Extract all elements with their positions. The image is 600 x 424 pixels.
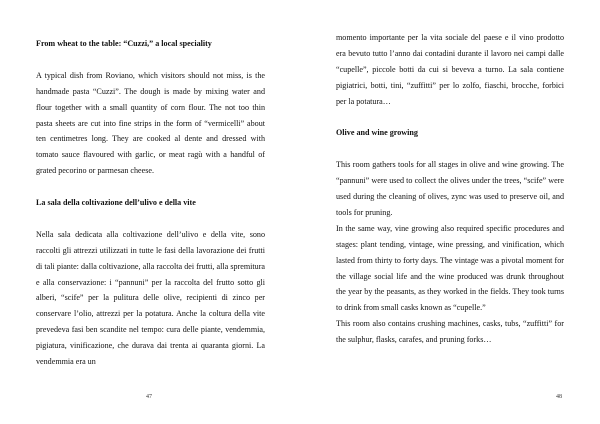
section-heading-cuzzi: From wheat to the table: “Cuzzi,” a local speciality bbox=[36, 39, 212, 48]
page-number: 48 bbox=[556, 394, 562, 400]
paragraph-cuzzi: A typical dish from Roviano, which visitors should not miss, is the handmade pasta “Cuzzi”. The dough is made by mixing water and flour together with a small quantity of corn flour. The not too thin pasta sheets are cut into fine strips in the form of “vermicelli” about ten centimetres long. They are cooked al dente and dressed with tomato sauce flavoured with garlic, or meat ragù with a handful of grated pecorino or parmesan cheese. bbox=[36, 70, 265, 176]
paragraph-olive-wine-1: This room gathers tools for all stages in olive and wine growing. The “pannuni” were used to collect the olives under the trees, “scife” were used during the cleaning of olives, zync was used to preserve oil, and tools for pruning. bbox=[336, 160, 564, 217]
paragraph-sala: Nella sala dedicata alla coltivazione dell’ulivo e della vite, sono raccolti gli attrezzi utilizzati in tutte le fasi della lavorazione dei frutti di tali piante: dalla coltivazione, alla raccolta dei frutti, alla spremitura e alla conservazione: i “pannuni” per la raccolta del frutto sotto gli alberi, “scife” per la pulitura delle olive, recipienti di zinco per conservare l’olio, attrezzi per la potatura. Anche la coltura della vite prevedeva fasi ben scandite nel tempo: cura delle piante, vendemmia, pigiatura, vinificazione, che durava dai trenta ai quaranta giorni. La vendemmia era un bbox=[36, 229, 265, 367]
paragraph-olive-wine-2: In the same way, vine growing also required specific procedures and stages: plant tending, vintage, wine pressing, and vinification, which lasted from thirty to forty days. The vintage was a pivotal moment for the village social life and the wine produced was drunk throughout the year by the peasants, as they worked in the fields. They took turns to drink from small casks known as “cupelle.” bbox=[336, 223, 564, 313]
paragraph-sala-continued: momento importante per la vita sociale del paese e il vino prodotto era bevuto tutto l’anno dai contadini durante il lavoro nei campi dalle “cupelle”, piccole botti da cui si beveva a turno. La sala contiene pigiatrici, botti, tini, “zuffitti” per lo zolfo, fiaschi, brocche, forbici per la potatura… bbox=[336, 33, 564, 106]
paragraph-spacer bbox=[336, 110, 564, 126]
page-number: 47 bbox=[146, 394, 152, 400]
paragraph-spacer bbox=[36, 211, 265, 227]
paragraph-spacer bbox=[36, 179, 265, 195]
left-page-text-column bbox=[36, 36, 265, 370]
paragraph-olive-wine-3: This room also contains crushing machines, casks, tubs, “zuffitti” for the sulphur, flasks, carafes, and pruning forks… bbox=[336, 319, 564, 345]
right-page-text-column bbox=[336, 30, 564, 348]
paragraph-spacer bbox=[336, 141, 564, 157]
paragraph-spacer bbox=[36, 52, 265, 68]
section-heading-olive-wine: Olive and wine growing bbox=[336, 128, 418, 138]
section-heading-sala: La sala della coltivazione dell’ulivo e della vite bbox=[36, 198, 196, 208]
right-page bbox=[300, 0, 600, 424]
